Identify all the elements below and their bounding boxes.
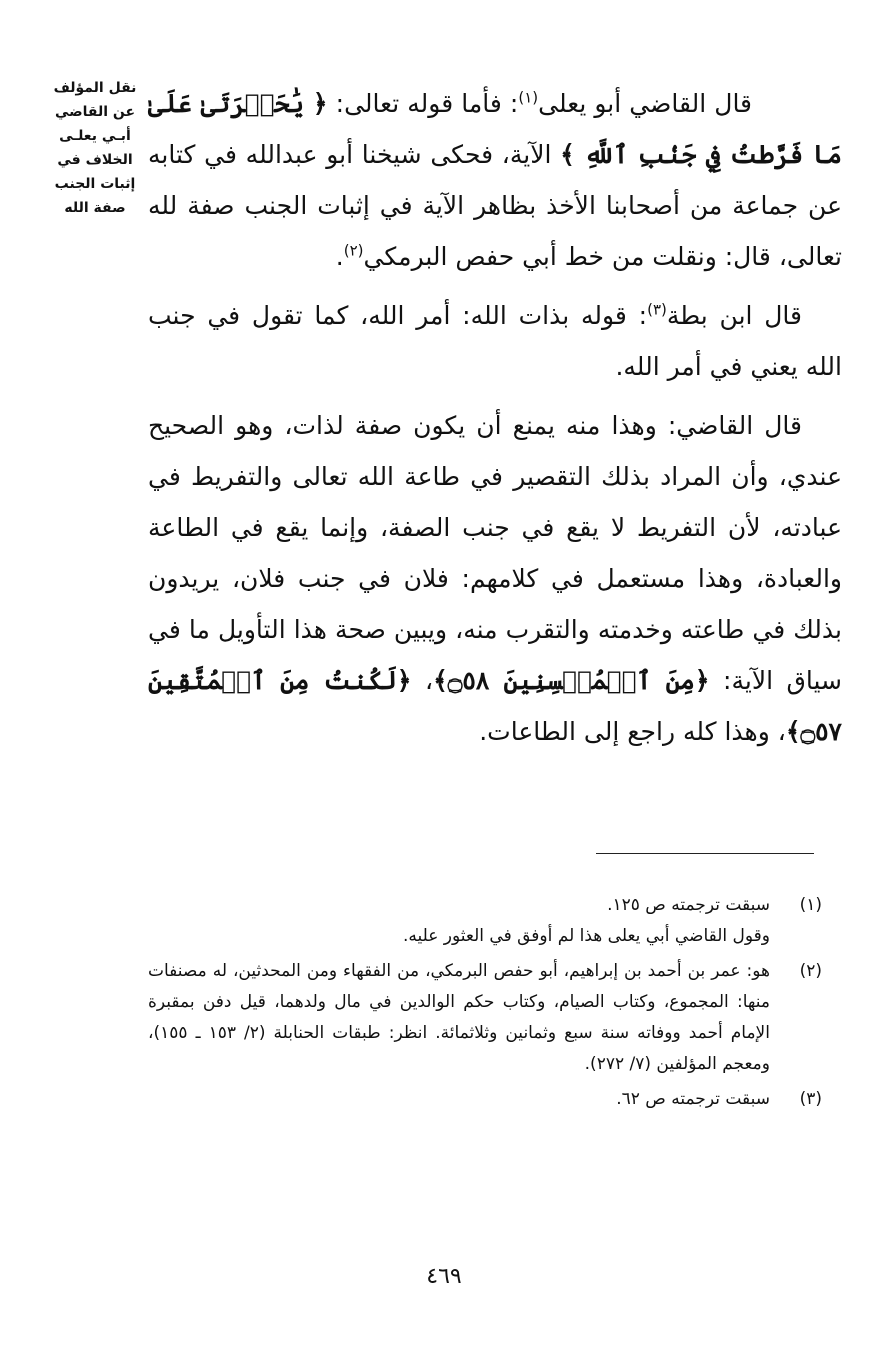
footnote-number: (١) [799,895,822,915]
footnote-text: هو: عمر بن أحمد بن إبراهيم، أبو حفص البرمكي، من الفقهاء ومن المحدثين، له مصنفات منها: المجموع، وكتاب الصيام، وكتاب حكم الوالدين في مال ولدهما، قيل دفن بمقبرة الإمام أحمد ووفاته سنة سبع وثمانين وثلاثمائة. انظر: طبقات الحنابلة (٢/ ١٥٣ ـ ١٥٥)، ومعجم المؤلفين (٧/ ٢٧٢). [148,961,770,1074]
main-text [148,78,842,765]
paragraph-2 [148,290,842,392]
paragraph-text: : فأما قوله تعالى: [327,89,519,118]
footnote-ref[interactable]: (٣) [647,300,667,319]
quran-verse: ﴿لَكُنتُ مِنَ ٱلۡمُتَّقِينَ ۝٥٧﴾ [148,666,842,746]
quran-verse: ﴿ يَٰحَسۡرَتَىٰ عَلَىٰ مَا فَرَّطتُ فِي جَنۢبِ ٱللَّهِ ﴾ [148,89,842,169]
footnote-text: سبقت ترجمته ص ١٢٥. [607,895,770,915]
footnote-3 [148,1084,822,1115]
paragraph-text: . [335,242,344,271]
margin-note-line: إثبات الجنب [54,176,136,192]
margin-note-line: صفة الله [64,200,126,216]
paragraph-text: ، وهذا كله راجع إلى الطاعات. [479,717,786,746]
margin-note [49,76,141,220]
footnote-1 [148,890,822,952]
paragraph-text: : قوله بذات الله: أمر الله، كما تقول في جنب الله يعني في أمر الله. [148,301,842,381]
footnote-text: وقول القاضي أبي يعلى هذا لم أوفق في العثور عليه. [402,926,770,946]
footnote-divider [596,853,814,854]
paragraph-3 [148,400,842,757]
footnote-2 [148,956,822,1080]
margin-note-line: نقل المؤلف [53,80,137,96]
footnote-text: سبقت ترجمته ص ٦٢. [616,1089,770,1109]
quran-verse: ﴿مِنَ ٱلۡمُحۡسِنِينَ ۝٥٨﴾ [433,666,710,695]
footnote-ref[interactable]: (١) [518,88,539,107]
paragraph-1 [148,78,842,282]
footnote-ref[interactable]: (٢) [343,241,364,260]
paragraph-text: قال القاضي: وهذا منه يمنع أن يكون صفة لذات، وهو الصحيح عندي، وأن المراد بذلك التقصير في طاعة الله تعالى والتفريط في عبادته، لأن التفريط لا يقع في جنب الصفة، وإنما يقع في الطاعة والعبادة، وهذا مستعمل في كلامهم: فلان في جنب فلان، يريدون بذلك في طاعته وخدمته والتقرب منه، ويبين صحة هذا التأويل ما في سياق الآية: [148,411,843,695]
paragraph-text: الآية، فحكى شيخنا أبو عبدالله في كتابه عن جماعة من أصحابنا الأخذ بظاهر الآية في إثبات الجنب صفة لله تعالى، قال: ونقلت من خط أبي حفص البرمكي [148,140,842,271]
footnote-number: (٣) [799,1089,822,1109]
paragraph-text: قال ابن بطة [666,301,802,330]
paragraph-text: قال القاضي أبو يعلى [538,89,753,118]
margin-note-line: عن القاضي [54,104,136,120]
margin-note-line: أبـي يعلـى [59,128,131,144]
footnote-number: (٢) [799,961,822,981]
paragraph-text: ، [411,666,434,695]
margin-note-line: الخلاف في [57,152,133,168]
footnotes [148,890,822,1119]
page-number: ٤٦٩ [426,1264,462,1289]
